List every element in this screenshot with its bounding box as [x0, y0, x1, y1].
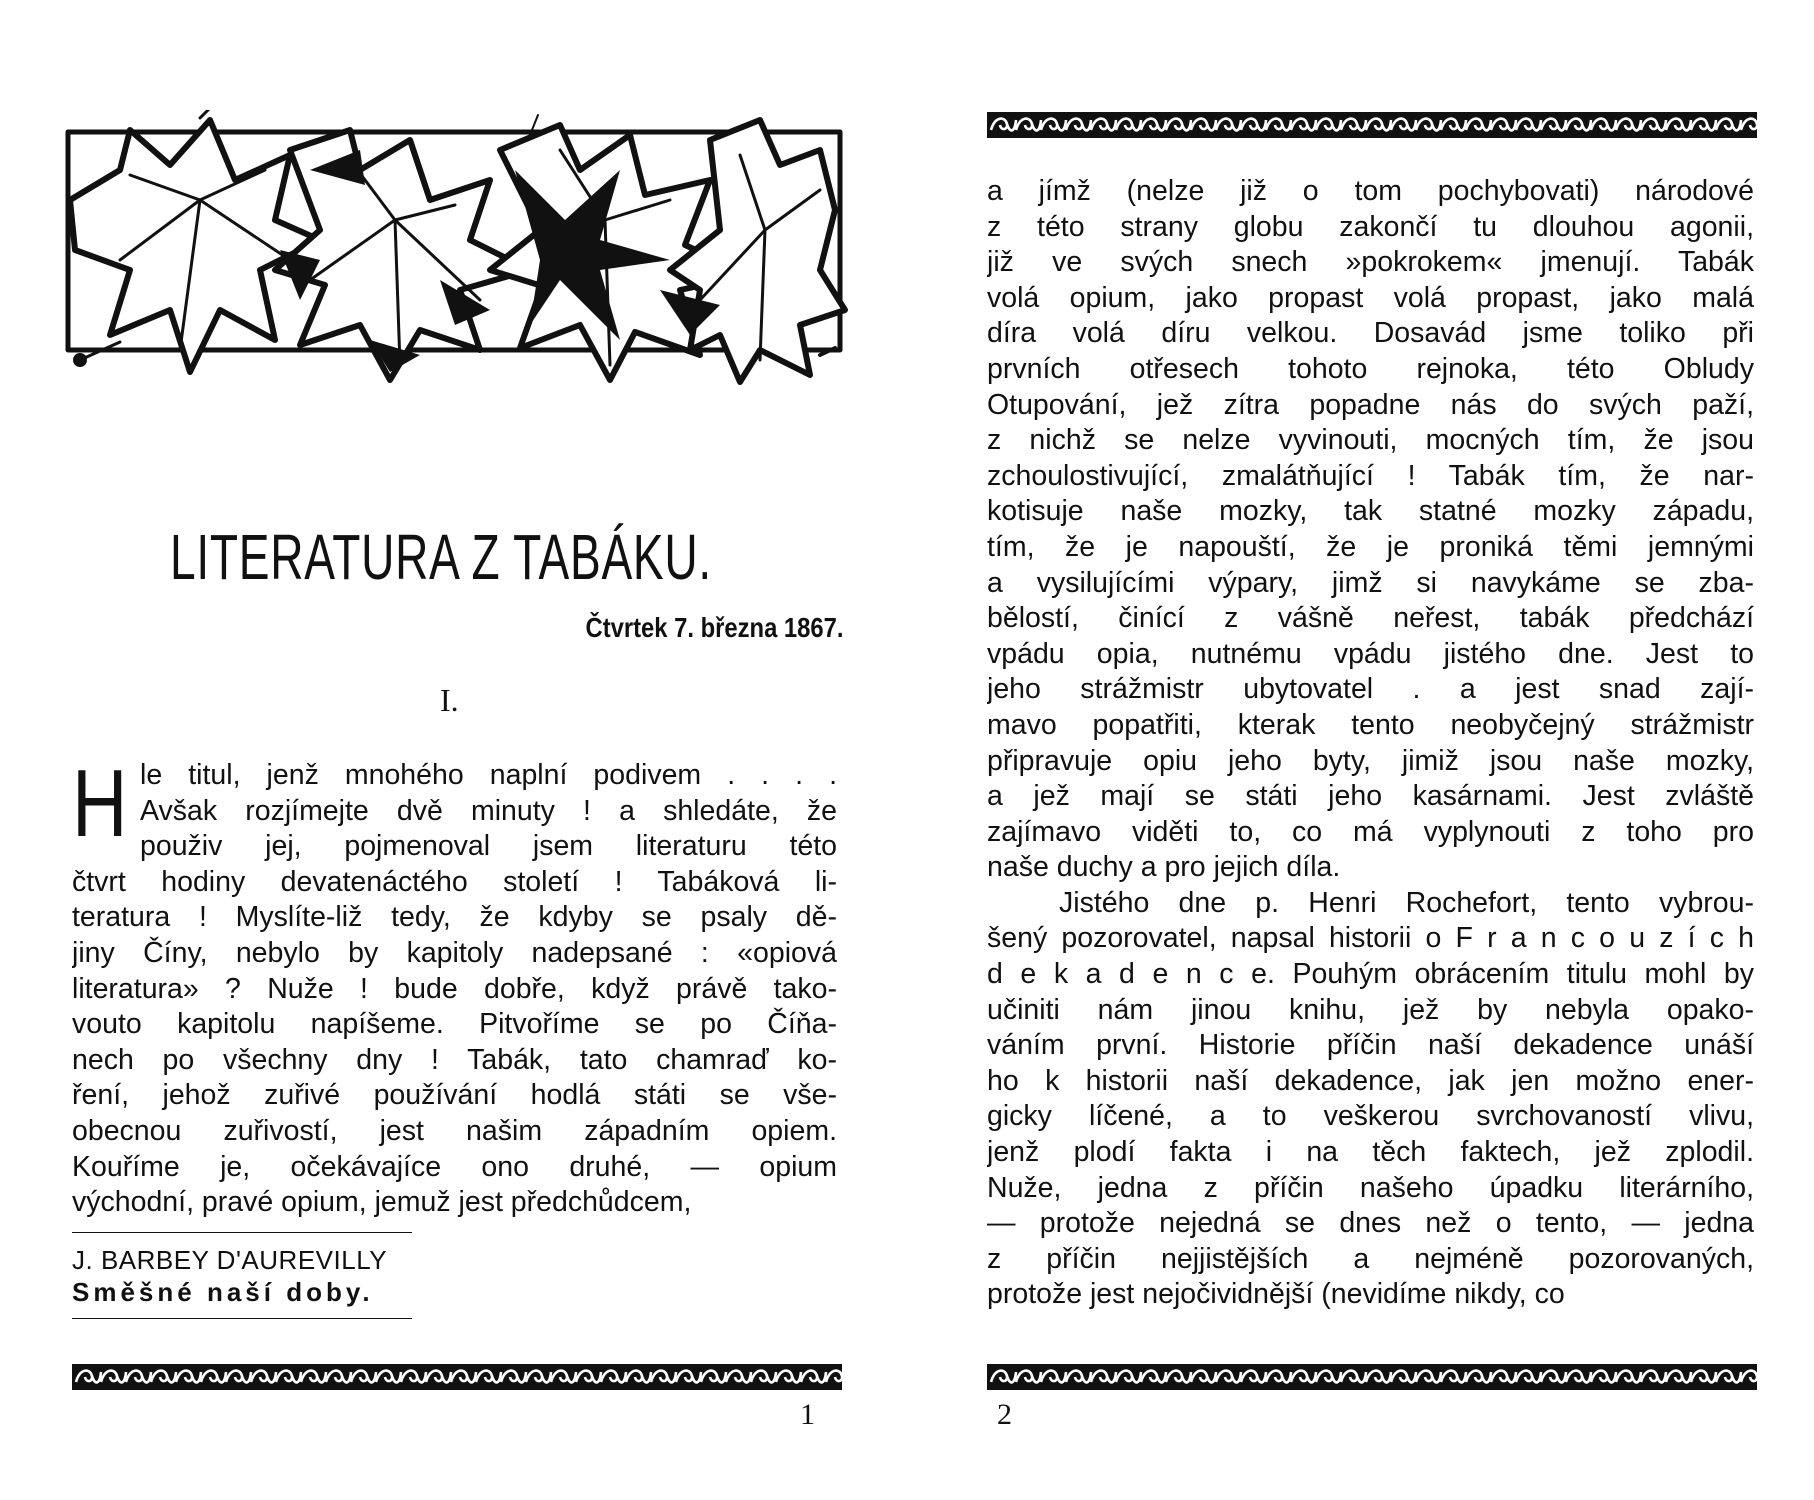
- text-line: Kouříme je, očekávajíce ono druhé, — opium: [72, 1150, 837, 1183]
- text-line: mavo popatřiti, kterak tento neobyčejný strážmistr: [987, 708, 1754, 741]
- text-line: z této strany globu zakončí tu dlouhou agonii,: [987, 210, 1754, 243]
- text-line: díra volá díru velkou. Dosavád jsme toliko při: [987, 317, 1754, 350]
- ornamental-border-top: [987, 112, 1757, 138]
- ornamental-border-bottom: [72, 1364, 842, 1390]
- left-body-text: [72, 750, 837, 1221]
- text-line: z nichž se nelze vyvinouti, mocných tím, že jsou: [987, 424, 1754, 457]
- footnote-rule-bottom: [72, 1318, 412, 1319]
- text-line: prvních otřesech tohoto rejnoka, této Obludy: [987, 352, 1754, 385]
- date-line: Čtvrtek 7. března 1867.: [585, 612, 843, 643]
- text-line: a jež mají se státi jeho kasárnami. Jest zvláště: [987, 780, 1754, 813]
- text-line: již ve svých snech »pokrokem« jmenují. Tabák: [987, 246, 1754, 279]
- text-line: váním první. Historie příčin naší dekadence unáší: [987, 1029, 1754, 1062]
- text-line: literatura» ? Nuže ! bude dobře, když právě tako-: [72, 972, 837, 1005]
- text-line: šený pozorovatel, napsal historii o F r a n c o u z í c h: [987, 922, 1754, 955]
- page-number-left: 1: [800, 1398, 815, 1431]
- text-line: a jímž (nelze již o tom pochybovati) národové: [987, 175, 1754, 207]
- text-line: východní, pravé opium, jemuž jest předchůdcem,: [72, 1186, 692, 1219]
- text-line: Otupování, jež zítra popadne nás do svých paží,: [987, 388, 1754, 421]
- text-line: jiny Číny, nebylo by kapitoly nadepsané : «opiová: [72, 936, 837, 969]
- text-line: čtvrt hodiny devatenáctého století ! Tabáková li-: [72, 865, 837, 898]
- text-line: naše duchy a pro jejich díla.: [987, 851, 1341, 884]
- text-line: z příčin nejjistějších a nejméně pozorovaných,: [987, 1242, 1754, 1275]
- footnote-work: Směšné naší doby.: [72, 1277, 374, 1307]
- ornamental-border-bottom-right: [987, 1364, 1757, 1390]
- section-number: I.: [440, 682, 459, 718]
- text-line: nech po všechny dny ! Tabák, tato chamraď ko-: [72, 1043, 837, 1076]
- text-line: vpádu opia, nutnému vpádu jistého dne. Jest to: [987, 637, 1754, 670]
- text-line: jenž plodí fakta i na těch faktech, jež zplodil.: [987, 1136, 1754, 1169]
- drop-cap: H: [72, 750, 128, 857]
- text-line: zajímavo viděti to, co má vyplynouti z toho pro: [987, 815, 1754, 848]
- text-line: volá opium, jako propast volá propast, jako malá: [987, 281, 1754, 314]
- page-number-right: 2: [997, 1398, 1012, 1431]
- right-page: [907, 0, 1814, 1500]
- text-line: použiv jej, pojmenoval jsem literaturu této: [140, 830, 837, 863]
- text-line: obecnou zuřivostí, jest našim západním opiem.: [72, 1114, 837, 1147]
- text-line: Avšak rozjímejte dvě minuty ! a shledáte, že: [140, 794, 837, 827]
- text-line: Jistého dne p. Henri Rochefort, tento vybrou-: [1059, 886, 1754, 919]
- footnote: [72, 1244, 387, 1308]
- text-line: jeho strážmistr ubytovatel . a jest snad zají-: [987, 673, 1754, 706]
- footnote-author: J. BARBEY D'AUREVILLY: [72, 1245, 388, 1275]
- text-line: — protože nejedná se dnes než o tento, — jedna: [987, 1207, 1754, 1240]
- text-line: gicky líčené, a to veškerou svrchovaností vlivu,: [987, 1100, 1754, 1133]
- text-line: zchoulostivující, zmalátňující ! Tabák tím, že nar-: [987, 459, 1754, 492]
- text-line: Nuže, jedna z příčin našeho úpadku literárního,: [987, 1171, 1754, 1204]
- footnote-rule-top: [72, 1232, 412, 1233]
- right-body-text: [987, 174, 1754, 1313]
- text-line: ření, jehož zuřivé používání hodlá státi se vše-: [72, 1079, 837, 1112]
- chapter-title: LITERATURA Z TABÁKU.: [170, 521, 712, 593]
- text-line: d e k a d e n c e. Pouhým obrácením titulu mohl by: [987, 958, 1754, 991]
- text-line: kotisuje naše mozky, tak statné mozky západu,: [987, 495, 1754, 528]
- text-line: ho k historii naší dekadence, jak jen možno ener-: [987, 1064, 1754, 1097]
- text-line: učiniti nám jinou knihu, jež by nebyla opako-: [987, 993, 1754, 1026]
- text-line: protože jest nejočividnější (nevidíme nikdy, co: [987, 1278, 1565, 1311]
- text-line: vouto kapitolu napíšeme. Pitvoříme se po Číňa-: [72, 1008, 837, 1041]
- text-line: a vysilujícími výpary, jimž si navykáme se zba-: [987, 566, 1754, 599]
- text-line: teratura ! Myslíte-liž tedy, že kdyby se psaly dě-: [72, 901, 837, 934]
- text-line: bělostí, činící z vášně neřest, tabák předchází: [987, 602, 1754, 635]
- text-line: le titul, jenž mnohého naplní podivem . . . .: [140, 759, 837, 791]
- maple-leaf-illustration: [60, 110, 850, 385]
- text-line: připravuje opiu jeho byty, jimiž jsou naše mozky,: [987, 744, 1754, 777]
- text-line: tím, že je napouští, že je proniká těmi jemnými: [987, 530, 1754, 563]
